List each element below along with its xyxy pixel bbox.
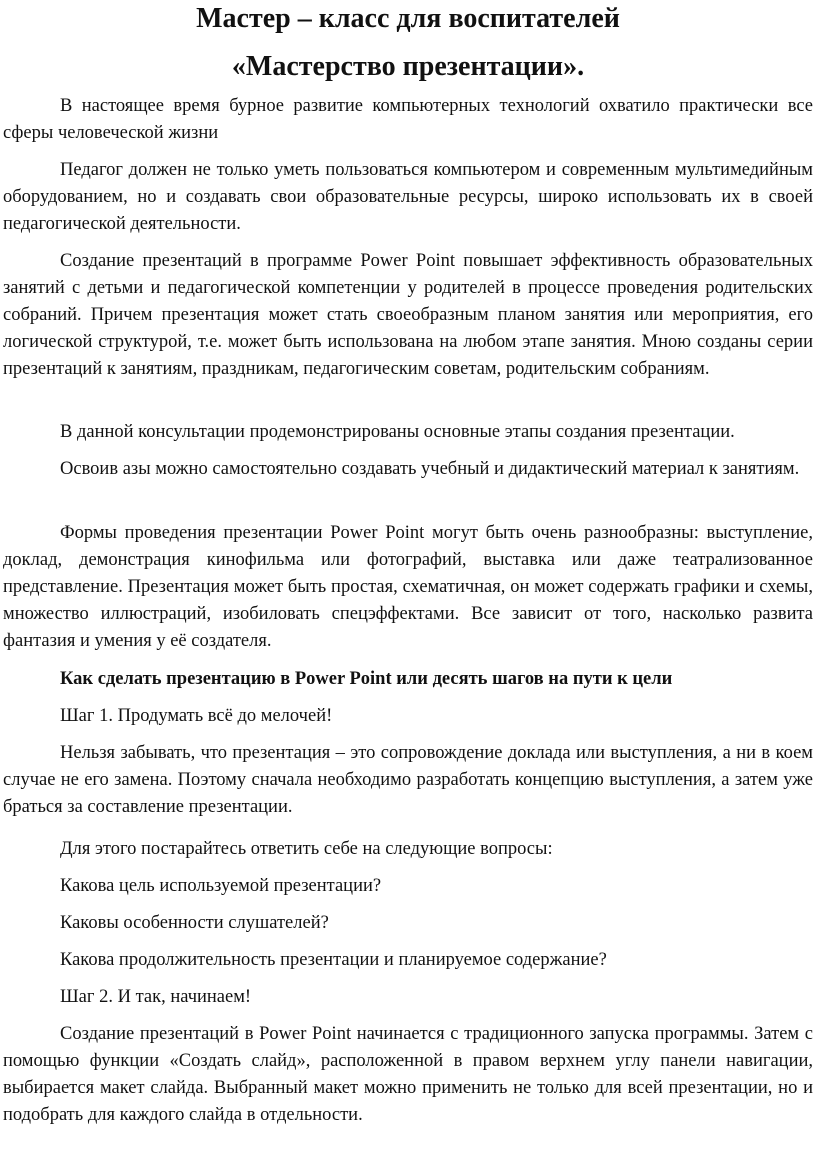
paragraph-consultation: В данной консультации продемонстрированы основные этапы создания презентации.: [60, 422, 735, 442]
paragraph-questions-intro: Для этого постарайтесь ответить себе на следующие вопросы:: [60, 839, 553, 859]
question-audience: Каковы особенности слушателей?: [60, 913, 329, 933]
question-goal: Какова цель используемой презентации?: [60, 876, 382, 896]
section-heading: Как сделать презентацию в Power Point или десять шагов на пути к цели: [60, 669, 673, 689]
document-title-line-1: Мастер – класс для воспитателей: [196, 3, 620, 34]
step-1-heading: Шаг 1. Продумать всё до мелочей!: [60, 706, 333, 726]
paragraph-teacher: Педагог должен не только уметь пользоваться компьютером и современным мультимедийным оборудованием, но и создавать свои образовательные ресурсы, широко использовать их в своей педагогической деятельности.: [3, 160, 813, 234]
paragraph-not-replacement: Нельзя забывать, что презентация – это сопровождение доклада или выступления, а ни в коем случае не его замена. Поэтому сначала необходимо разработать концепцию выступления, а затем уже браться за составление презентации.: [3, 743, 813, 817]
paragraph-power-point: Создание презентаций в программе Power Point повышает эффективность образовательных занятий с детьми и педагогической компетенции у родителей в процессе проведения родительских собраний. Причем презентация может стать своеобразным планом занятия или мероприятия, его логической структурой, т.е. может быть использована на любом этапе занятия. Мною созданы серии презентаций к занятиям, праздникам, педагогическим советам, родительским собраниям.: [3, 251, 813, 379]
document-title-line-2: «Мастерство презентации».: [231, 51, 585, 82]
step-2-heading: Шаг 2. И так, начинаем!: [60, 987, 252, 1007]
question-duration: Какова продолжительность презентации и планируемое содержание?: [60, 950, 607, 970]
paragraph-creation: Создание презентаций в Power Point начинается с традиционного запуска программы. Затем с помощью функции «Создать слайд», расположенной в правом верхнем углу панели навигации, выбирается макет слайда. Выбранный макет можно применить не только для всей презентации, но и подобрать для каждого слайда в отдельности.: [3, 1024, 813, 1125]
paragraph-basics: Освоив азы можно самостоятельно создавать учебный и дидактический материал к занятиям.: [60, 459, 800, 479]
paragraph-forms: Формы проведения презентации Power Point могут быть очень разнообразны: выступление, доклад, демонстрация кинофильма или фотографий, выставка или даже театрализованное представление. Презентация может быть простая, схематичная, он может содержать графики и схемы, множество иллюстраций, изобиловать спецэффектами. Все зависит от того, насколько развита фантазия и умения у её создателя.: [3, 523, 813, 651]
paragraph-intro: В настоящее время бурное развитие компьютерных технологий охватило практически все сферы человеческой жизни: [3, 96, 813, 143]
